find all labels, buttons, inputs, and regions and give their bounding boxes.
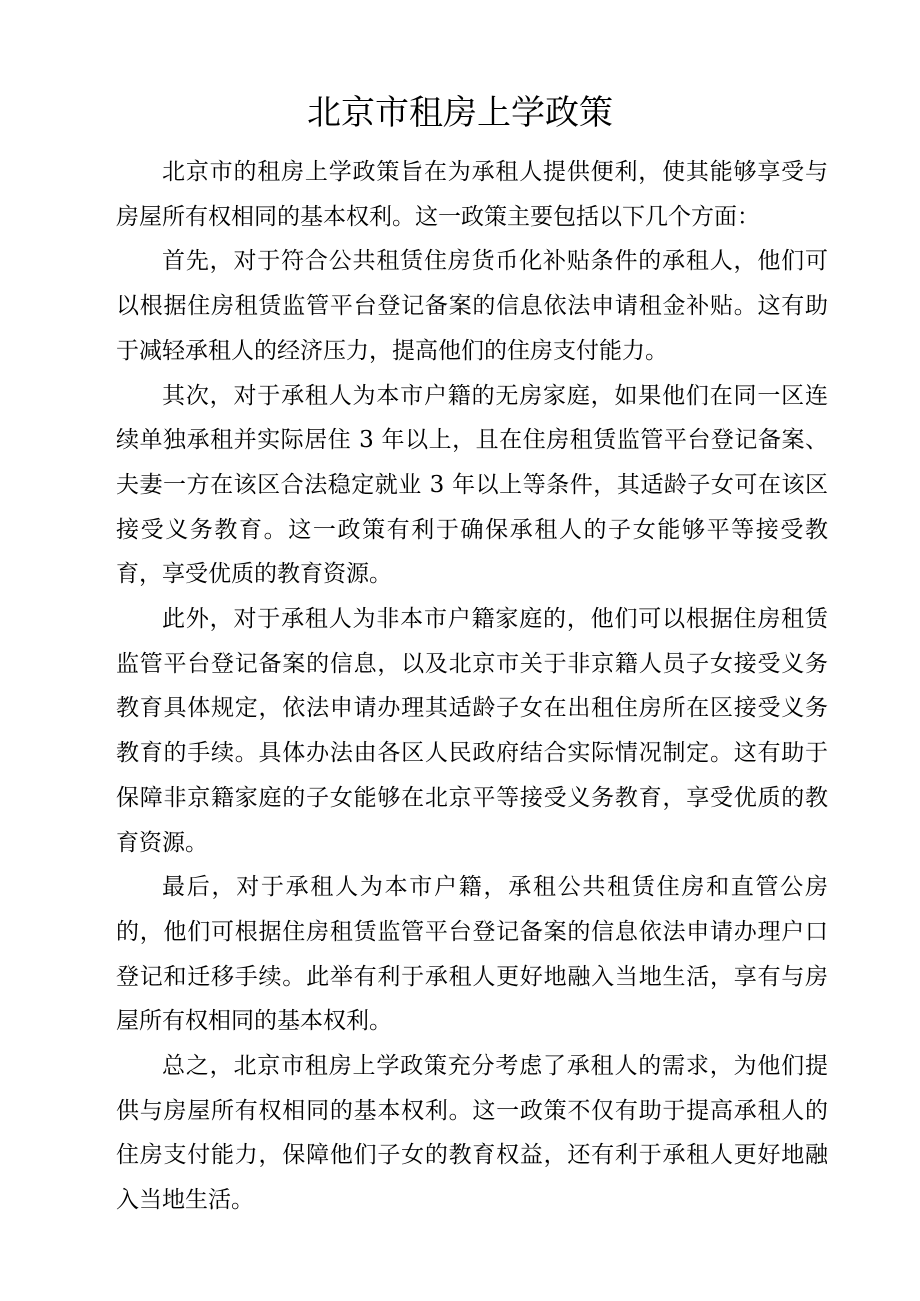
paragraph-fourth: 最后，对于承租人为本市户籍，承租公共租赁住房和直管公房的，他们可根据住房租赁监管平台登记备案的信息依法申请办理户口登记和迁移手续。此举有利于承租人更好地融入当地生活，享有与房屋所有权相同的基本权利。 (116, 874, 828, 1035)
paragraph-first: 首先，对于符合公共租赁住房货币化补贴条件的承租人，他们可以根据住房租赁监管平台登记备案的信息依法申请租金补贴。这有助于减轻承租人的经济压力，提高他们的住房支付能力。 (116, 248, 828, 364)
paragraph-third: 此外，对于承租人为非本市户籍家庭的，他们可以根据住房租赁监管平台登记备案的信息，以及北京市关于非京籍人员子女接受义务教育具体规定，依法申请办理其适龄子女在出租住房所在区接受义务教育的手续。具体办法由各区人民政府结合实际情况制定。这有助于保障非京籍家庭的子女能够在北京平等接受义务教育，享受优质的教育资源。 (116, 606, 828, 856)
paragraph-conclusion: 总之，北京市租房上学政策充分考虑了承租人的需求，为他们提供与房屋所有权相同的基本权利。这一政策不仅有助于提高承租人的住房支付能力，保障他们子女的教育权益，还有利于承租人更好地融入当地生活。 (116, 1053, 828, 1214)
document-title: 北京市租房上学政策 (307, 93, 613, 133)
document-body (116, 150, 828, 1223)
paragraph-second: 其次，对于承租人为本市户籍的无房家庭，如果他们在同一区连续单独承租并实际居住 3 年以上，且在住房租赁监管平台登记备案、夫妻一方在该区合法稳定就业 3 年以上等条件，其适龄子女可在该区接受义务教育。这一政策有利于确保承租人的子女能够平等接受教育，享受优质的教育资源。 (116, 382, 828, 588)
paragraph-intro: 北京市的租房上学政策旨在为承租人提供便利，使其能够享受与房屋所有权相同的基本权利。这一政策主要包括以下几个方面： (116, 159, 828, 230)
